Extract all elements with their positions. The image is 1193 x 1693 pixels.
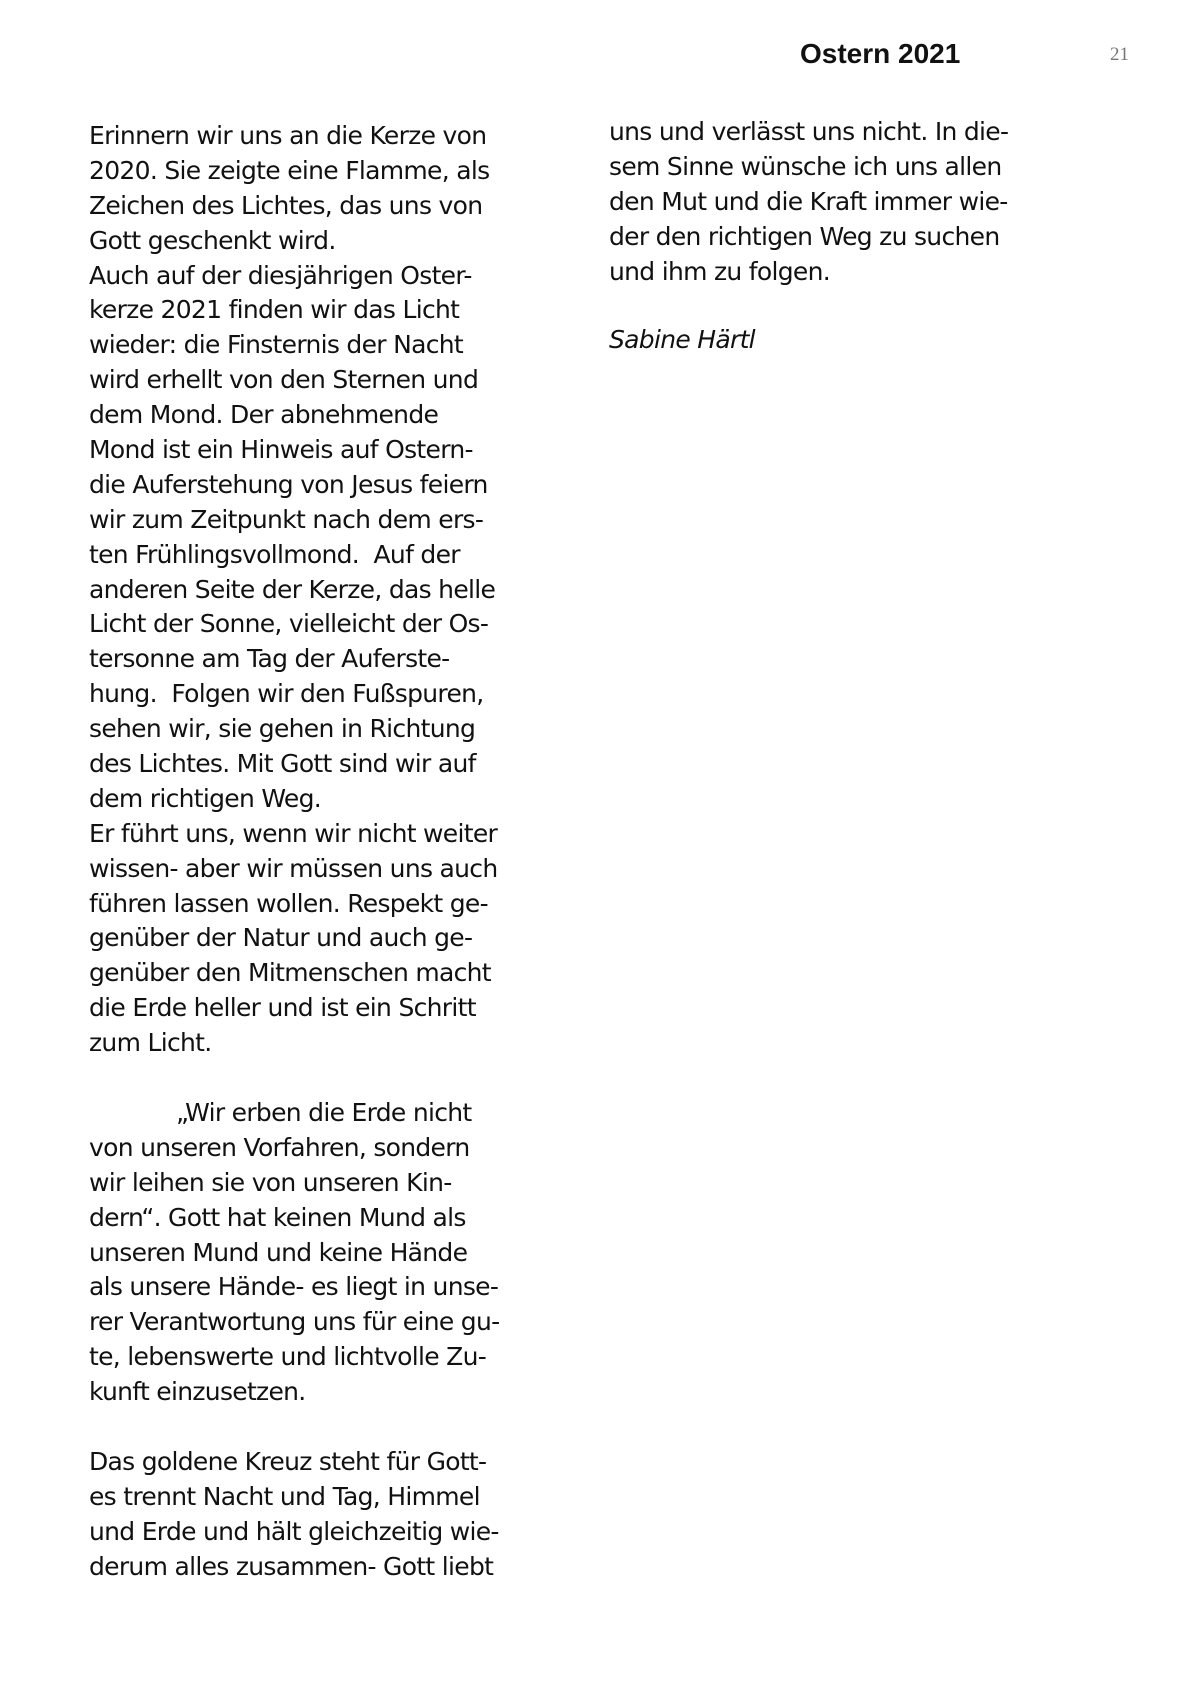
text-line: wieder: die Finsternis der Nacht: [89, 330, 464, 360]
text-line: wir zum Zeitpunkt nach dem ers-: [89, 504, 484, 534]
text-line: führen lassen wollen. Respekt ge-: [89, 888, 488, 918]
text-line: den Mut und die Kraft immer wie-: [609, 186, 1008, 216]
text-line: derum alles zusammen- Gott liebt: [89, 1551, 494, 1581]
text-line: der den richtigen Weg zu suchen: [609, 221, 1000, 251]
text-line: rer Verantwortung uns für eine gu-: [89, 1307, 500, 1337]
text-line: „Wir erben die Erde nicht: [89, 1097, 472, 1127]
text-line: Er führt uns, wenn wir nicht weiter: [89, 818, 498, 848]
text-line: wir leihen sie von unseren Kin-: [89, 1167, 452, 1197]
text-line: wissen- aber wir müssen uns auch: [89, 853, 498, 883]
text-line: und ihm zu folgen.: [609, 256, 830, 286]
text-line: Gott geschenkt wird.: [89, 225, 336, 255]
text-line: Mond ist ein Hinweis auf Ostern-: [89, 435, 473, 465]
text-line: sem Sinne wünsche ich uns allen: [609, 151, 1002, 181]
left-text-column: [89, 119, 589, 1584]
page-number: 21: [1110, 44, 1129, 65]
text-line: zum Licht.: [89, 1028, 212, 1058]
text-line: 2020. Sie zeigte eine Flamme, als: [89, 155, 490, 185]
text-line: te, lebenswerte und lichtvolle Zu-: [89, 1342, 487, 1372]
text-line: die Erde heller und ist ein Schritt: [89, 993, 476, 1023]
text-line: ten Frühlingsvollmond. Auf der: [89, 539, 460, 569]
paragraph-3: [89, 1445, 589, 1585]
page-title: Ostern 2021: [800, 38, 961, 69]
paragraph-continuation: [609, 115, 1109, 289]
text-line: die Auferstehung von Jesus feiern: [89, 469, 488, 499]
text-line: kerze 2021 finden wir das Licht: [89, 295, 460, 325]
text-line: wird erhellt von den Sternen und: [89, 365, 479, 395]
text-line: Licht der Sonne, vielleicht der Os-: [89, 609, 489, 639]
text-line: von unseren Vorfahren, sondern: [89, 1132, 470, 1162]
text-line: genüber den Mitmenschen macht: [89, 958, 491, 988]
text-line: unseren Mund und keine Hände: [89, 1237, 468, 1267]
text-line: dem richtigen Weg.: [89, 783, 322, 813]
text-line: genüber der Natur und auch ge-: [89, 923, 473, 953]
text-line: Erinnern wir uns an die Kerze von: [89, 121, 487, 150]
text-line: und Erde und hält gleichzeitig wie-: [89, 1516, 499, 1546]
text-line: Das goldene Kreuz steht für Gott-: [89, 1446, 487, 1476]
text-line: kunft einzusetzen.: [89, 1377, 306, 1407]
text-line: Auch auf der diesjährigen Oster-: [89, 260, 472, 290]
paragraph-spacer: [89, 1410, 589, 1445]
author-signature: Sabine Härtl: [609, 325, 755, 355]
text-line: tersonne am Tag der Auferste-: [89, 644, 450, 674]
paragraph-quote: [89, 1096, 589, 1410]
text-line: hung. Folgen wir den Fußspuren,: [89, 679, 484, 709]
text-line: uns und verlässt uns nicht. In die-: [609, 117, 1009, 146]
text-line: Zeichen des Lichtes, das uns von: [89, 190, 483, 220]
paragraph-spacer: [89, 1061, 589, 1096]
text-line: dern“. Gott hat keinen Mund als: [89, 1202, 466, 1232]
text-line: als unsere Hände- es liegt in unse-: [89, 1272, 499, 1302]
right-text-column: [609, 115, 1109, 358]
text-line: anderen Seite der Kerze, das helle: [89, 574, 496, 604]
text-line: es trennt Nacht und Tag, Himmel: [89, 1481, 480, 1511]
text-line: des Lichtes. Mit Gott sind wir auf: [89, 749, 476, 779]
paragraph-1: [89, 119, 589, 1061]
text-line: dem Mond. Der abnehmende: [89, 400, 439, 430]
text-line: sehen wir, sie gehen in Richtung: [89, 714, 476, 744]
